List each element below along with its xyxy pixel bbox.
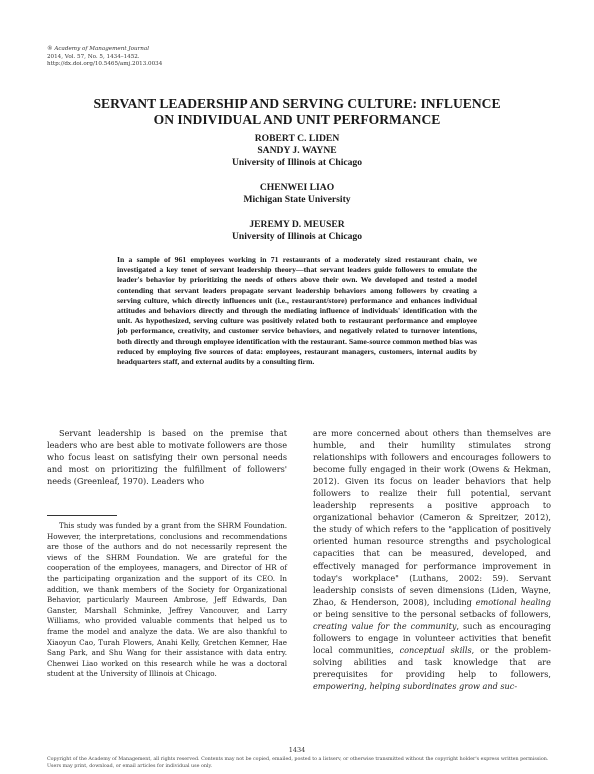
author-name: SANDY J. WAYNE [257, 145, 337, 157]
body-emphasis: conceptual skills [399, 644, 472, 655]
title-line-1: SERVANT LEADERSHIP AND SERVING CULTURE: INFLUENCE [93, 96, 501, 111]
body-emphasis: creating value for the community [313, 620, 457, 631]
author-name: ROBERT C. LIDEN [254, 133, 340, 144]
body-text: or being sensitive to the personal setbacks of followers, [313, 608, 551, 619]
body-emphasis: empowering, helping subordinates grow and suc- [313, 680, 518, 691]
body-text: , or the problem-solving abilities and task knowledge that are prerequisites for providing help to followers, [313, 644, 551, 679]
author-affiliation: University of Illinois at Chicago [231, 231, 363, 243]
title-line-2: ON INDIVIDUAL AND UNIT PERFORMANCE [153, 112, 441, 127]
journal-volume: 2014, Vol. 57, No. 5, 1434–1452. [47, 53, 140, 60]
author-name: CHENWEI LIAO [259, 182, 335, 193]
body-paragraph: Servant leadership is based on the premise that leaders who are best able to motivate followers are those who focus least on satisfying their own personal needs and most on prioritizing the fulfillment of followers' needs (Greenleaf, 1970). Leaders who [47, 428, 287, 487]
paper-title [40, 96, 554, 128]
journal-header [47, 46, 162, 69]
abstract: In a sample of 961 employees working in 71 restaurants of a moderately sized restaurant chain, we investigated a key tenet of servant leadership theory—that servant leaders guide followers to emulate the leader's behavior by prioritizing the needs of others above their own. We developed and tested a model contending that servant leaders propagate servant leadership behaviors among followers by creating a serving culture, which directly influences unit (i.e., restaurant/store) performance and enhances individual attitudes and behaviors directly and through the mediating influence of individuals' identification with the unit. As hypothesized, serving culture was positively related both to restaurant performance and employee job performance, creativity, and customer service behaviors, and negatively related to turnover intentions, both directly and through employee identification with the restaurant. Same-source common method bias was reduced by employing five sources of data: employees, restaurant managers, customers, internal audits by headquarters staff, and external audits by a consulting firm. [117, 255, 477, 367]
author-group-1 [0, 133, 594, 170]
journal-name: ® Academy of Management Journal [47, 46, 149, 52]
journal-doi[interactable]: http://dx.doi.org/10.5465/amj.2013.0034 [47, 61, 163, 68]
copyright-notice: Copyright of the Academy of Management, all rights reserved. Contents may not be copied, emailed, posted to a listserv, or otherwise transmitted without the copyright holder's express written permission. Users may print, download, or email articles for individual use only. [47, 757, 549, 769]
body-column-right [313, 427, 551, 692]
author-name: JEREMY D. MEUSER [249, 219, 345, 230]
author-group-2 [0, 182, 594, 206]
body-column-left [47, 427, 287, 487]
page-number: 1434 [288, 746, 306, 754]
footnote-text: This study was funded by a grant from the SHRM Foundation. However, the interpretations, conclusions and recommendations are those of the authors and do not necessarily represent the views of the SHRM Foundation. We are grateful for the cooperation of the employees, managers, and Director of HR of the participating organization and the support of its CEO. In addition, we thank members of the Society for Organizational Behavior, particularly Maureen Ambrose, Jeff Edwards, Dan Ganster, Marshall Schminke, Jeffrey Vancouver, and Larry Williams, who provided valuable comments that helped us to frame the model and analyze the data. We are also thankful to Xiaoyun Cao, Turah Flowers, Anahi Kelly, Gretchen Kemner, Hae Sang Park, and Shu Wang for their assistance with data entry. Chenwei Liao worked on this research while he was a doctoral student at the University of Illinois at Chicago. [47, 521, 287, 679]
author-affiliation: University of Illinois at Chicago [231, 157, 363, 169]
footnote-divider [47, 515, 117, 516]
author-group-3 [0, 219, 594, 243]
body-emphasis: emotional healing [475, 596, 551, 607]
body-paragraph [313, 427, 551, 692]
author-affiliation: Michigan State University [243, 194, 351, 206]
body-text: , such as encouraging followers to engage in volunteer activities that benefit local communities, [313, 620, 551, 655]
footnote [47, 521, 287, 680]
body-text: are more concerned about others than themselves are humble, and their humility stimulates strong relationships with followers and encourages followers to become fully engaged in their work (Owens & Hekman, 2012). Given its focus on leader behaviors that help followers to realize their full potential, servant leadership represents a positive approach to organizational behavior (Cameron & Spreitzer, 2012), the study of which refers to the "application of positively oriented human resource strengths and psychological capacities that can be measured, developed, and effectively managed for performance improvement in today's workplace" (Luthans, 2002: 59). Servant leadership consists of seven dimensions (Liden, Wayne, Zhao, & Henderson, 2008), including [313, 428, 551, 607]
